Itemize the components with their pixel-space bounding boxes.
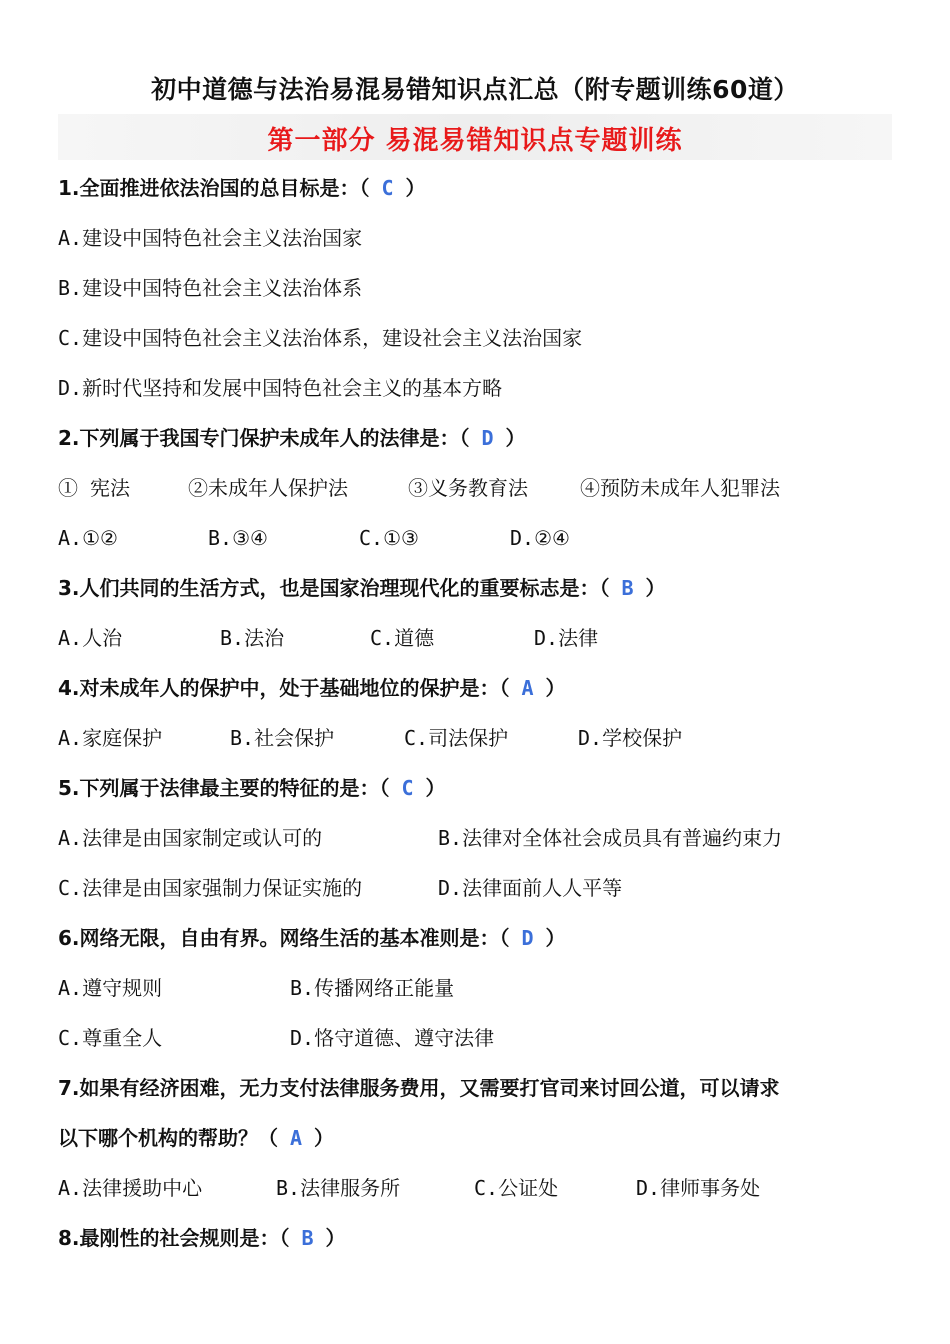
question-5 <box>58 774 445 802</box>
item-list <box>58 474 892 502</box>
option-d: D.法律面前人人平等 <box>438 876 623 900</box>
option-b: B.法律服务所 <box>276 1176 401 1200</box>
question-stem-continued: 以下哪个机构的帮助？（ <box>58 1126 278 1150</box>
option-b: B.法治 <box>220 626 285 650</box>
question-7-continued <box>58 1124 334 1152</box>
question-close: ） <box>505 426 526 450</box>
question-6 <box>58 924 565 952</box>
option-row <box>58 824 892 852</box>
answer-mark: D <box>481 426 494 450</box>
option-c: C.①③ <box>359 526 419 550</box>
option-c: C.建设中国特色社会主义法治体系，建设社会主义法治国家 <box>58 326 583 350</box>
answer-mark: C <box>381 176 394 200</box>
question-close: ） <box>425 776 446 800</box>
question-8 <box>58 1224 345 1252</box>
option-d: D.恪守道德、遵守法律 <box>290 1026 495 1050</box>
option-b: B.传播网络正能量 <box>290 976 455 1000</box>
question-stem: 4.对未成年人的保护中，处于基础地位的保护是：（ <box>58 676 510 700</box>
answer-mark: A <box>521 676 534 700</box>
question-4 <box>58 674 565 702</box>
question-7 <box>58 1074 780 1102</box>
option-b: B.建设中国特色社会主义法治体系 <box>58 276 363 300</box>
option-a: A.法律是由国家制定或认可的 <box>58 826 323 850</box>
question-stem: 6.网络无限，自由有界。网络生活的基本准则是：（ <box>58 926 510 950</box>
option-row <box>58 724 892 752</box>
question-stem: 2.下列属于我国专门保护未成年人的法律是：（ <box>58 426 470 450</box>
question-close: ） <box>545 676 566 700</box>
question-close: ） <box>325 1226 346 1250</box>
option-a: A.遵守规则 <box>58 976 163 1000</box>
option-row <box>58 874 892 902</box>
option-b: B.③④ <box>208 526 268 550</box>
item-3: ③义务教育法 <box>408 476 528 500</box>
option-d: D.新时代坚持和发展中国特色社会主义的基本方略 <box>58 376 503 400</box>
option-row <box>58 974 892 1002</box>
question-1 <box>58 174 425 202</box>
question-close: ） <box>645 576 666 600</box>
question-close: ） <box>545 926 566 950</box>
question-3 <box>58 574 665 602</box>
question-stem: 8.最刚性的社会规则是：（ <box>58 1226 290 1250</box>
answer-mark: B <box>301 1226 314 1250</box>
option-d: D.法律 <box>534 626 599 650</box>
question-close: ） <box>405 176 426 200</box>
answer-mark: B <box>621 576 634 600</box>
answer-mark: D <box>521 926 534 950</box>
question-2 <box>58 424 525 452</box>
item-1: ① 宪法 <box>58 476 131 500</box>
option-a: A.家庭保护 <box>58 726 163 750</box>
option-c: C.法律是由国家强制力保证实施的 <box>58 876 363 900</box>
page-title: 初中道德与法治易混易错知识点汇总（附专题训练60道） <box>151 75 799 104</box>
option-row <box>58 524 892 552</box>
option-row <box>58 1174 892 1202</box>
option-b: B.法律对全体社会成员具有普遍约束力 <box>438 826 783 850</box>
option-a: A.建设中国特色社会主义法治国家 <box>58 226 363 250</box>
option-c: C.公证处 <box>474 1176 559 1200</box>
option-row <box>58 1024 892 1052</box>
question-close: ） <box>313 1126 334 1150</box>
question-stem: 5.下列属于法律最主要的特征的是：（ <box>58 776 390 800</box>
option-d: D.②④ <box>510 526 570 550</box>
item-2: ②未成年人保护法 <box>188 476 348 500</box>
section-title: 第一部分 易混易错知识点专题训练 <box>267 126 683 156</box>
option-a: A.人治 <box>58 626 123 650</box>
option-c: C.尊重全人 <box>58 1026 163 1050</box>
option-d: D.学校保护 <box>578 726 683 750</box>
option-row <box>58 624 892 652</box>
option-c: C.道德 <box>370 626 435 650</box>
option-d: D.律师事务处 <box>636 1176 761 1200</box>
question-stem: 3.人们共同的生活方式，也是国家治理现代化的重要标志是：（ <box>58 576 610 600</box>
option-b: B.社会保护 <box>230 726 335 750</box>
question-stem: 7.如果有经济困难，无力支付法律服务费用，又需要打官司来讨回公道，可以请求 <box>58 1076 780 1100</box>
item-4: ④预防未成年人犯罪法 <box>580 476 780 500</box>
option-c: C.司法保护 <box>404 726 509 750</box>
question-stem: 1.全面推进依法治国的总目标是：（ <box>58 176 370 200</box>
answer-mark: C <box>401 776 414 800</box>
option-a: A.法律援助中心 <box>58 1176 203 1200</box>
answer-mark: A <box>289 1126 302 1150</box>
option-a: A.①② <box>58 526 118 550</box>
